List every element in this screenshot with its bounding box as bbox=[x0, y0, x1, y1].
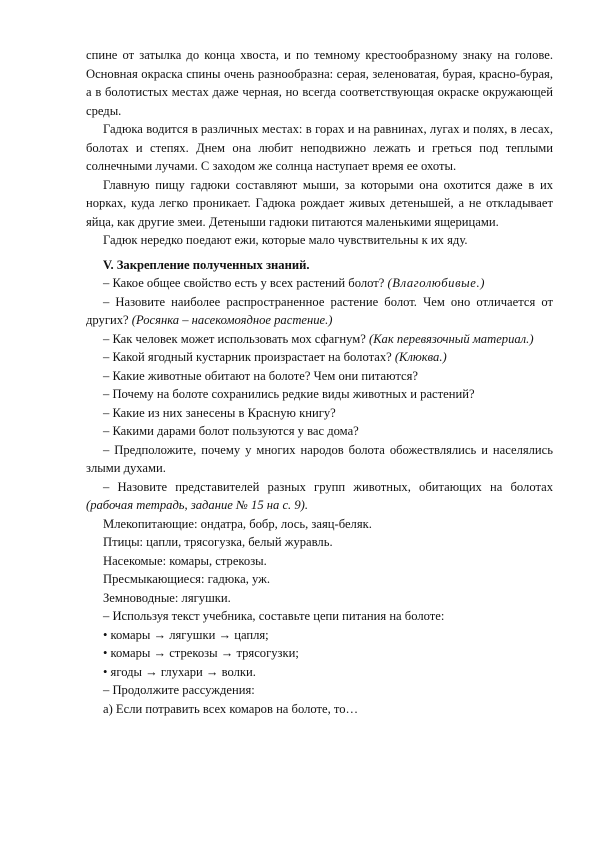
paragraph-viper-food: Главную пищу гадюки составляют мыши, за которыми она охотится даже в их норках, куда легко проникает. Гадюка рождает живых детенышей, а не откладывает яйца, как другие змеи. Детеныши гадюки питаются маленькими ящерицами. bbox=[86, 177, 553, 229]
paragraph-viper-enemies: Гадюк нередко поедают ежи, которые мало чувствительны к их яду. bbox=[103, 233, 468, 247]
answer-text: (Росянка – насекомоядное растение.) bbox=[131, 313, 333, 327]
question-text: – Почему на болоте сохранились редкие виды животных и растений? bbox=[103, 387, 475, 401]
question-text: – Назовите представителей разных групп животных, обитающих на болотах bbox=[103, 479, 553, 494]
question-text: – Как человек может использовать мох сфагнум? bbox=[103, 331, 369, 346]
question-item bbox=[86, 274, 553, 293]
question-text: – Какие из них занесены в Красную книгу? bbox=[103, 405, 336, 420]
continue-prompt: – Продолжите рассуждения: bbox=[103, 683, 255, 697]
answer-text: (Клюква.) bbox=[394, 350, 447, 364]
question-item bbox=[86, 404, 553, 423]
question-item bbox=[86, 348, 553, 367]
answer-text: (Влаголюбивые.) bbox=[387, 276, 486, 290]
question-text: – Предположите, почему у многих народов болота обожествлялись и населялись злыми духами. bbox=[86, 442, 553, 475]
question-item bbox=[86, 422, 553, 441]
section-heading: V. Закрепление полученных знаний. bbox=[103, 257, 310, 272]
animal-group: Земноводные: лягушки. bbox=[103, 590, 231, 605]
question-item bbox=[86, 441, 553, 478]
animal-group: Насекомые: комары, стрекозы. bbox=[103, 553, 267, 568]
food-chain-item: • комары → стрекозы → трясогузки; bbox=[103, 646, 299, 660]
paragraph-viper-habitat: Гадюка водится в различных местах: в горах и на равнинах, лугах и полях, в лесах, болотах и степях. Днем она любит неподвижно лежать и греться под теплыми солнечными лучами. С заходом же солнца наступает время ее охоты. bbox=[86, 122, 553, 173]
question-item bbox=[86, 385, 553, 404]
answer-text: (рабочая тетрадь, задание № 15 на с. 9). bbox=[86, 498, 308, 512]
food-chain-item: • ягоды → глухари → волки. bbox=[103, 664, 256, 679]
food-chain-item: • комары → лягушки → цапля; bbox=[103, 627, 269, 642]
question-item bbox=[86, 293, 553, 330]
question-item bbox=[86, 330, 553, 349]
question-text: – Какое общее свойство есть у всех растений болот? bbox=[103, 276, 388, 290]
animal-group: Птицы: цапли, трясогузка, белый журавль. bbox=[103, 535, 333, 549]
question-item bbox=[86, 367, 553, 386]
animal-group: Пресмыкающиеся: гадюка, уж. bbox=[103, 572, 270, 586]
question-text: – Назовите наиболее распространенное растение болот. Чем оно отличается от других? bbox=[86, 294, 553, 327]
question-item bbox=[86, 478, 553, 515]
document-page bbox=[86, 46, 553, 718]
question-text: – Какие животные обитают на болоте? Чем они питаются? bbox=[103, 368, 419, 383]
paragraph-viper-coloring: спине от затылка до конца хвоста, и по темному крестообразному знаку на голове. Основная окраска спины очень разнообразна: серая, зеленоватая, бурая, красно-бурая, а в болотистых местах даже черная, но всегда соответствующая окраске окружающей среды. bbox=[86, 48, 553, 118]
question-text: – Какой ягодный кустарник произрастает на болотах? bbox=[103, 350, 395, 364]
animal-group: Млекопитающие: ондатра, бобр, лось, заяц-беляк. bbox=[103, 516, 372, 531]
answer-text: (Как перевязочный материал.) bbox=[369, 331, 534, 346]
reasoning-item: а) Если потравить всех комаров на болоте, то… bbox=[103, 701, 359, 716]
food-chain-prompt: – Используя текст учебника, составьте цепи питания на болоте: bbox=[103, 609, 445, 623]
question-text: – Какими дарами болот пользуются у вас дома? bbox=[103, 424, 359, 438]
